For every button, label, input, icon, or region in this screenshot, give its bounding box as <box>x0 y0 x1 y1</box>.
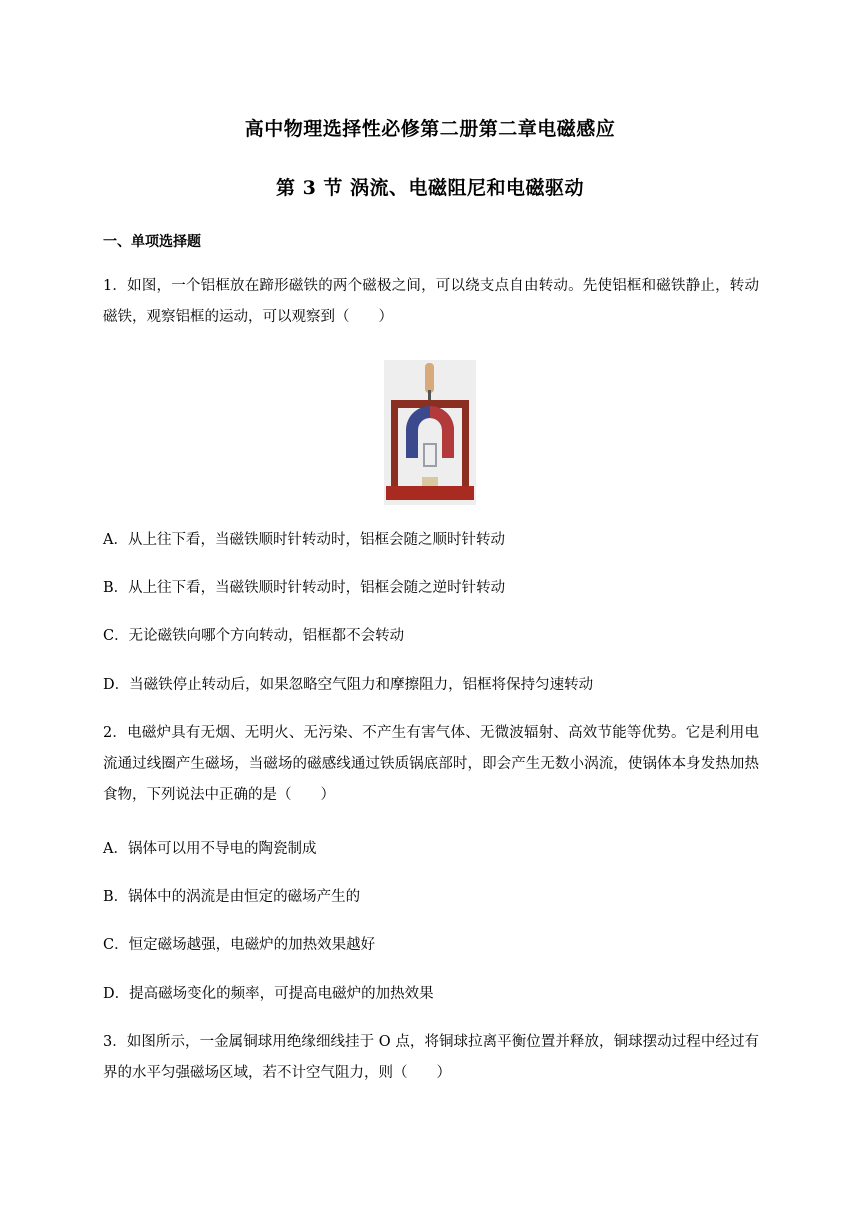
q2-option-a: A．锅体可以用不导电的陶瓷制成 <box>103 841 317 857</box>
question-1-stem: 1．如图，一个铝框放在蹄形磁铁的两个磁极之间，可以绕支点自由转动。先使铝框和磁铁静止，转动磁铁，观察铝框的运动，可以观察到（ ） <box>103 278 759 325</box>
q2-option-c: C．恒定磁场越强，电磁炉的加热效果越好 <box>103 937 376 953</box>
q2-option-d: D．提高磁场变化的频率，可提高电磁炉的加热效果 <box>103 986 434 1002</box>
section-heading: 一、单项选择题 <box>103 234 201 250</box>
q1-option-c: C．无论磁铁向哪个方向转动，铝框都不会转动 <box>103 628 405 644</box>
question-2-stem: 2．电磁炉具有无烟、无明火、无污染、不产生有害气体、无微波辐射、高效节能等优势。它是利用电流通过线圈产生磁场，当磁场的磁感线通过铁质锅底部时，即会产生无数小涡流，使锅体本身发热加热食物，下列说法中正确的是（ ） <box>103 725 759 803</box>
question-3-stem: 3．如图所示，一金属铜球用绝缘细线挂于 O 点，将铜球拉离平衡位置并释放，铜球摆动过程中经过有界的水平匀强磁场区域，若不计空气阻力，则（ ） <box>103 1034 759 1081</box>
q2-option-b: B．锅体中的涡流是由恒定的磁场产生的 <box>103 889 361 905</box>
q1-option-a: A．从上往下看，当磁铁顺时针转动时，铝框会随之顺时针转动 <box>103 532 505 548</box>
lesson-subtitle: 第 3 节 涡流、电磁阻尼和电磁驱动 <box>275 177 585 199</box>
q1-option-b: B．从上往下看，当磁铁顺时针转动时，铝框会随之逆时针转动 <box>103 580 506 596</box>
document-title: 高中物理选择性必修第二册第二章电磁感应 <box>244 118 616 140</box>
magnet-aluminum-frame-figure <box>384 360 476 505</box>
q1-option-d: D．当磁铁停止转动后，如果忽略空气阻力和摩擦阻力，铝框将保持匀速转动 <box>103 677 594 693</box>
